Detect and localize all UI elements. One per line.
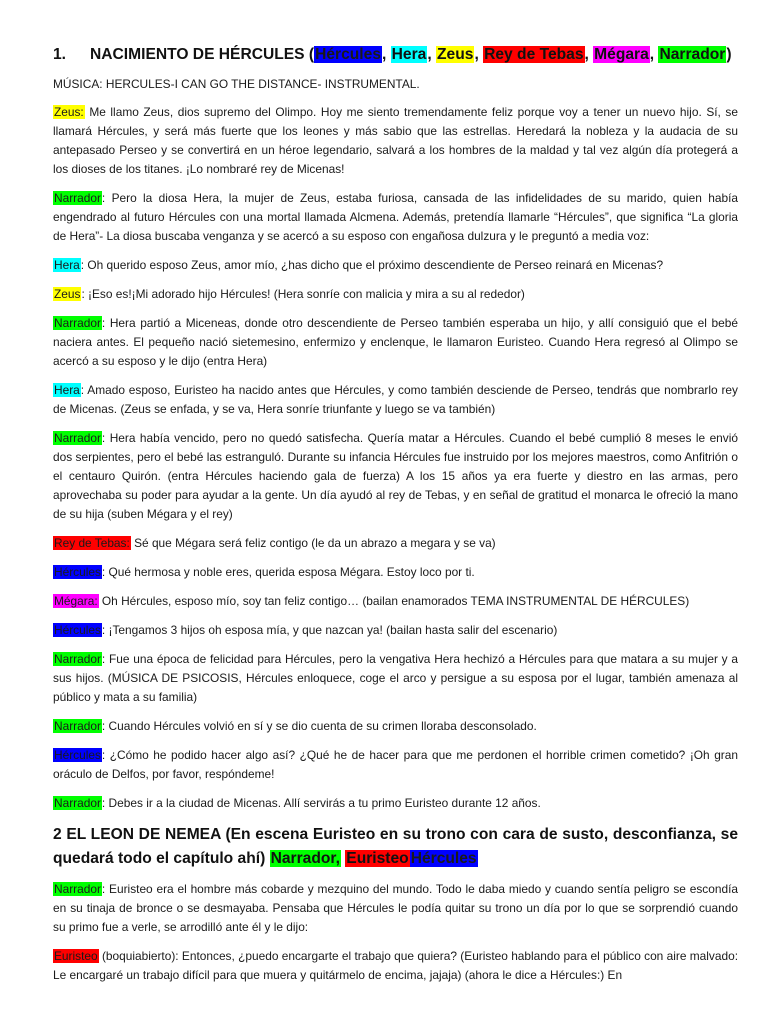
dialogue-text: : Euristeo era el hombre más cobarde y mezquino del mundo. Todo le daba miedo y cuando sentía peligro se escondía en su tinaja de bronce o se desmayaba. Pensaba que Hércules le podía quitar su trono un día por lo que se sorprendió cuando su primo fue a verle, se arrodilló ante él y le dijo:: [53, 882, 738, 934]
dialogue-text: : Hera partió a Miceneas, donde otro descendiente de Perseo también esperaba un hijo, y allí consiguió que el bebé naciera antes. El pequeño nació sietemesino, enfermizo y enclenque, le llamaron Euristeo. Cuando Hera regresó al Olimpo se acercó a su esposo y le dijo (entra Hera): [53, 316, 738, 368]
dialogue-text: : Debes ir a la ciudad de Micenas. Allí servirás a tu primo Euristeo durante 12 años.: [101, 796, 541, 810]
section-2-title: 2 EL LEON DE NEMEA (En escena Euristeo en su trono con cara de susto, desconfianza, se quedará todo el capítulo ahí): [53, 826, 738, 867]
speaker-label: Narrador: [54, 431, 101, 445]
speaker-label: Narrador: [54, 882, 101, 896]
dialogue-paragraph: [53, 880, 738, 937]
speaker-label: Narrador: [54, 191, 101, 205]
dialogue-paragraph: [53, 189, 738, 246]
section-2-heading: [53, 823, 738, 871]
section-1-close: ): [726, 46, 732, 63]
character-tag-hera: Hera: [391, 46, 427, 63]
dialogue-text: : ¿Cómo he podido hacer algo así? ¿Qué he de hacer para que me perdonen el horrible crimen cometido? ¡Oh gran oráculo de Delfos, por favor, respóndeme!: [53, 748, 738, 781]
speaker-label: Narrador: [54, 652, 101, 666]
dialogue-paragraph: [53, 534, 738, 553]
speaker-label: Zeus: [54, 287, 81, 301]
dialogue-paragraph: [53, 563, 738, 582]
character-tag-euristeo: Euristeo: [346, 850, 409, 867]
dialogue-paragraph: [53, 429, 738, 524]
speaker-label: Narrador: [54, 316, 101, 330]
dialogue-text: : Pero la diosa Hera, la mujer de Zeus, estaba furiosa, cansada de las infidelidades de su marido, quien había engendrado al futuro Hércules con una mortal llamada Alcmena. Además, pretendía llamarle “Hércules”, que significa “La gloria de Hera”- La diosa buscaba venganza y se acercó a su esposo con engañosa dulzura y le preguntó a media voz:: [53, 191, 738, 243]
speaker-label: Hércules: [54, 565, 101, 579]
section-1-number: 1.: [53, 46, 67, 63]
speaker-label: Narrador: [54, 796, 101, 810]
dialogue-paragraph: [53, 621, 738, 640]
dialogue-text: Sé que Mégara será feliz contigo (le da un abrazo a megara y se va): [130, 536, 496, 550]
character-tag-narrador: Narrador: [659, 46, 726, 63]
dialogue-text: Oh Hércules, esposo mío, soy tan feliz contigo… (bailan enamorados TEMA INSTRUMENTAL DE HÉRCULES): [98, 594, 690, 608]
dialogue-text: : Oh querido esposo Zeus, amor mío, ¿has dicho que el próximo descendiente de Perseo reinará en Micenas?: [80, 258, 664, 272]
dialogue-paragraph: [53, 947, 738, 985]
speaker-label: Euristeo: [54, 949, 98, 963]
dialogue-paragraph: [53, 285, 738, 304]
speaker-label: Narrador: [54, 719, 101, 733]
dialogue-paragraph: [53, 717, 738, 736]
character-tag-zeus: Zeus: [437, 46, 474, 63]
character-tag-narrador: Narrador,: [270, 850, 340, 867]
dialogue-paragraph: [53, 746, 738, 784]
dialogue-paragraph: [53, 592, 738, 611]
dialogue-text: : ¡Tengamos 3 hijos oh esposa mía, y que nazcan ya! (bailan hasta salir del escenario): [101, 623, 558, 637]
music-cue: MÚSICA: HERCULES-I CAN GO THE DISTANCE- INSTRUMENTAL.: [53, 77, 420, 91]
dialogue-text: (boquiabierto): Entonces, ¿puedo encargarte el trabajo que quiera? (Euristeo hablando para el público con aire malvado: Le encargaré un trabajo difícil para que muera y quitármelo de encima, jajaja) (ahora le dice a Hércules:) En: [53, 949, 738, 982]
dialogue-text: : Hera había vencido, pero no quedó satisfecha. Quería matar a Hércules. Cuando el bebé cumplió 8 meses le envió dos serpientes, pero el bebé las estranguló. Durante su infancia Hércules fue instruido por los mejores maestros, como Anfitrión o el centauro Quirón. (entra Hércules haciendo gala de fuerza) A los 15 años ya era fuerte y diestro en las armas, pero aprovechaba su poder para ayudar a la gente. Un día ayudó al rey de Tebas, y en señal de gratitud el monarca le ofreció la mano de su hija (suben Mégara y el rey): [53, 431, 738, 521]
speaker-label: Zeus:: [54, 105, 84, 119]
dialogue-text: : Fue una época de felicidad para Hércules, pero la vengativa Hera hechizó a Hércules para que matara a su mujer y a sus hijos. (MÚSICA DE PSICOSIS, Hércules enloquece, coge el arco y persigue a su esposa por el lugar, también amenaza al público y mata a su familia): [53, 652, 738, 704]
dialogue-text: : ¡Eso es!¡Mi adorado hijo Hércules! (Hera sonríe con malicia y mira a su al rededor): [81, 287, 525, 301]
dialogue-text: : Cuando Hércules volvió en sí y se dio cuenta de su crimen lloraba desconsolado.: [101, 719, 537, 733]
dialogue-text: : Qué hermosa y noble eres, querida esposa Mégara. Estoy loco por ti.: [101, 565, 475, 579]
dialogue-paragraph: [53, 794, 738, 813]
character-tag-hercules: Hércules: [410, 850, 477, 867]
dialogue-text: Me llamo Zeus, dios supremo del Olimpo. Hoy me siento tremendamente feliz porque voy a tener un nuevo hijo. Sí, se llamará Hércules, y será más fuerte que los leones y más sabio que las estrellas. Heredará la nobleza y la audacia de su antepasado Perseo y se convertirá en un héroe legendario, salvará a los hombres de la maldad y tal vez algún día protegerá a los dioses de los titanes. ¡Lo nombraré rey de Micenas!: [53, 105, 738, 176]
speaker-label: Hera: [54, 258, 80, 272]
dialogue-text: : Amado esposo, Euristeo ha nacido antes que Hércules, y como también desciende de Perseo, tendrás que nombrarlo rey de Micenas. (Zeus se enfada, y se va, Hera sonríe triunfante y luego se va también): [53, 383, 738, 416]
section-1-heading: 1. NACIMIENTO DE HÉRCULES (Hércules, Hera, Zeus, Rey de Tebas, Mégara, Narrador): [53, 44, 738, 66]
speaker-label: Rey de Tebas:: [54, 536, 130, 550]
dialogue-paragraph: [53, 103, 738, 179]
speaker-label: Hércules: [54, 748, 101, 762]
character-tag-hercules: Hércules: [315, 46, 381, 63]
dialogue-paragraph: [53, 314, 738, 371]
dialogue-paragraph: [53, 381, 738, 419]
speaker-label: Hércules: [54, 623, 101, 637]
dialogue-paragraph: [53, 256, 738, 275]
character-tag-megara: Mégara: [594, 46, 649, 63]
dialogue-paragraph: [53, 650, 738, 707]
speaker-label: Mégara:: [54, 594, 98, 608]
character-tag-rey-de-tebas: Rey de Tebas: [484, 46, 584, 63]
speaker-label: Hera: [54, 383, 80, 397]
section-1-title: NACIMIENTO DE HÉRCULES (: [90, 46, 315, 63]
